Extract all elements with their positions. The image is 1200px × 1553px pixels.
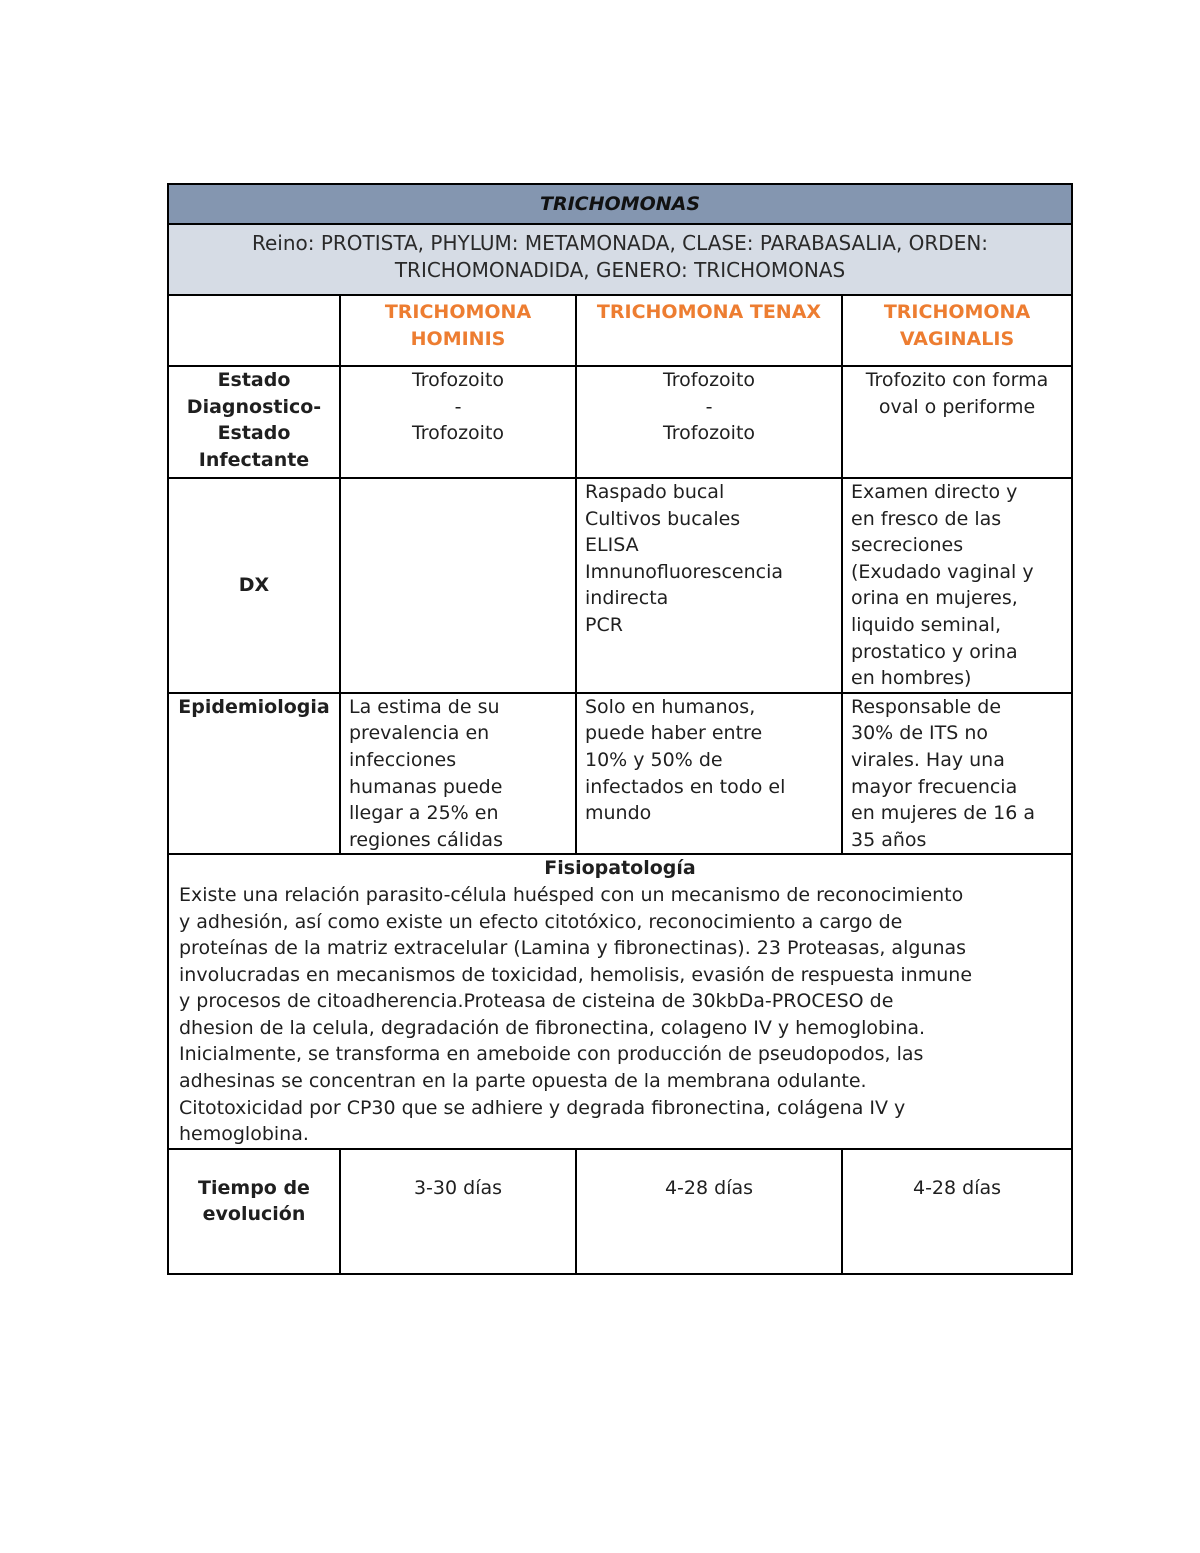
row-label-line: Estado <box>217 369 291 391</box>
cell-line: prevalencia en <box>349 722 490 745</box>
taxonomy-line: TRICHOMONADIDA, GENERO: TRICHOMONAS <box>394 258 846 282</box>
cell-line: Raspado bucal <box>585 481 725 503</box>
cell-line: Solo en humanos, <box>585 695 756 718</box>
estado-tenax-cell <box>576 366 842 478</box>
cell-line: 30% de ITS no <box>851 722 989 745</box>
cell-line: oval o periforme <box>878 395 1036 418</box>
cell-line: Cultivos bucales <box>585 507 741 530</box>
cell-line: Examen directo y <box>851 481 1018 503</box>
cell-line: Trofozoito <box>662 422 756 445</box>
epidemiologia-tenax-cell <box>576 693 842 855</box>
species-name-line: VAGINALIS <box>899 327 1015 350</box>
row-label-tiempo <box>168 1149 340 1274</box>
species-name-line: TRICHOMONA <box>384 301 532 323</box>
species-name-line: TRICHOMONA <box>883 301 1031 323</box>
paragraph-line: y procesos de citoadherencia.Proteasa de cisteina de 30kbDa-PROCESO de <box>179 990 894 1013</box>
epidemiologia-row <box>168 693 1072 855</box>
species-header-hominis <box>340 295 576 366</box>
cell-line: secreciones <box>851 534 964 557</box>
cell-line: regiones cálidas <box>349 828 503 851</box>
cell-line: en mujeres de 16 a <box>851 802 1035 825</box>
cell-line: 35 años <box>851 828 927 851</box>
cell-line: orina en mujeres, <box>851 587 1018 610</box>
row-label-line: Estado <box>217 422 291 445</box>
species-header-vaginalis <box>842 295 1072 366</box>
row-label-line: Infectante <box>198 448 310 471</box>
cell-line: - <box>705 395 713 418</box>
cell-line: en fresco de las <box>851 507 1002 530</box>
cell-line: Trofozoito <box>411 422 505 445</box>
fisiopatologia-title: Fisiopatología <box>544 857 696 880</box>
dx-row <box>168 478 1072 693</box>
estado-hominis-cell <box>340 366 576 478</box>
taxonomy-row <box>168 224 1072 295</box>
species-header-tenax <box>576 295 842 366</box>
species-name-line: TRICHOMONA TENAX <box>596 301 822 323</box>
cell-line: llegar a 25% en <box>349 802 499 825</box>
cell-line: Imnunofluorescencia <box>585 560 784 583</box>
dx-vaginalis-cell <box>842 478 1072 693</box>
row-label-line: Tiempo de <box>198 1176 310 1199</box>
paragraph-line: hemoglobina. <box>179 1123 309 1146</box>
cell-line: Trofozito con forma <box>865 369 1049 391</box>
row-label-line: evolución <box>202 1203 306 1226</box>
paragraph-line: proteínas de la matriz extracelular (Lamina y fibronectinas). 23 Proteasas, algunas <box>179 937 967 960</box>
row-label-estado <box>168 366 340 478</box>
paragraph-line: adhesinas se concentran en la parte opuesta de la membrana odulante. <box>179 1070 867 1093</box>
cell-line: mundo <box>585 802 652 825</box>
cell-line: mayor frecuencia <box>851 775 1018 798</box>
species-header-row <box>168 295 1072 366</box>
empty-corner-cell <box>168 295 340 366</box>
cell-line: indirecta <box>585 587 669 610</box>
table-title: TRICHOMONAS <box>168 184 1072 224</box>
estado-row <box>168 366 1072 478</box>
cell-line: prostatico y orina <box>851 640 1018 663</box>
cell-line: PCR <box>585 613 623 636</box>
tiempo-vaginalis-cell: 4-28 días <box>842 1149 1072 1274</box>
epidemiologia-vaginalis-cell <box>842 693 1072 855</box>
cell-line: La estima de su <box>349 695 500 718</box>
cell-line: liquido seminal, <box>851 613 1002 636</box>
cell-line: en hombres) <box>851 667 972 690</box>
species-name-line: HOMINIS <box>410 327 506 350</box>
row-label-line: Diagnostico- <box>186 395 322 418</box>
fisiopatologia-row <box>168 854 1072 1149</box>
taxonomy-cell <box>168 224 1072 295</box>
dx-hominis-cell <box>340 478 576 693</box>
paragraph-line: y adhesión, así como existe un efecto citotóxico, reconocimiento a cargo de <box>179 910 903 933</box>
epidemiologia-hominis-cell <box>340 693 576 855</box>
tiempo-row <box>168 1149 1072 1274</box>
cell-line: infectados en todo el <box>585 775 786 798</box>
tiempo-tenax-cell: 4-28 días <box>576 1149 842 1274</box>
row-label-dx: DX <box>168 478 340 693</box>
cell-line: - <box>454 395 462 418</box>
cell-line: Trofozoito <box>662 369 756 391</box>
fisiopatologia-cell <box>168 854 1072 1149</box>
cell-line: (Exudado vaginal y <box>851 560 1034 583</box>
paragraph-line: dhesion de la celula, degradación de fibronectina, colageno IV y hemoglobina. <box>179 1016 926 1039</box>
paragraph-line: involucradas en mecanismos de toxicidad, hemolisis, evasión de respuesta inmune <box>179 963 973 986</box>
estado-vaginalis-cell <box>842 366 1072 478</box>
title-row <box>168 184 1072 224</box>
dx-tenax-cell <box>576 478 842 693</box>
fisiopatologia-body <box>179 882 1061 1148</box>
cell-line: puede haber entre <box>585 722 763 745</box>
trichomonas-table <box>167 183 1073 1275</box>
cell-line: Responsable de <box>851 695 1002 718</box>
cell-line: Trofozoito <box>411 369 505 391</box>
taxonomy-line: Reino: PROTISTA, PHYLUM: METAMONADA, CLASE: PARABASALIA, ORDEN: <box>251 231 989 255</box>
paragraph-line: Citotoxicidad por CP30 que se adhiere y degrada fibronectina, colágena IV y <box>179 1096 906 1119</box>
cell-line: virales. Hay una <box>851 748 1005 771</box>
row-label-epidemiologia: Epidemiologia <box>168 693 340 855</box>
cell-line: humanas puede <box>349 775 503 798</box>
cell-line: infecciones <box>349 748 457 771</box>
cell-line: ELISA <box>585 534 639 557</box>
paragraph-line: Inicialmente, se transforma en ameboide con producción de pseudopodos, las <box>179 1043 924 1066</box>
cell-line: 10% y 50% de <box>585 748 723 771</box>
tiempo-hominis-cell: 3-30 días <box>340 1149 576 1274</box>
paragraph-line: Existe una relación parasito-célula huésped con un mecanismo de reconocimiento <box>179 883 964 906</box>
